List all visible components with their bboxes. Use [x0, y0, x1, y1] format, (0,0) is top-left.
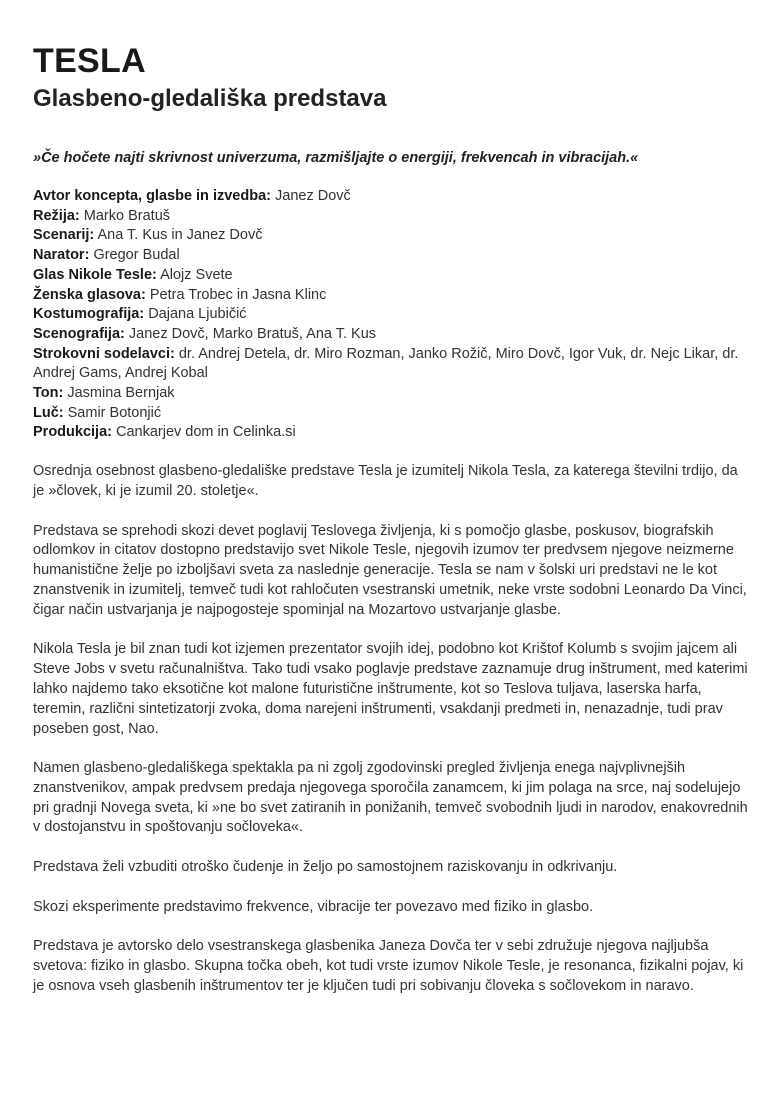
credits-list: [33, 187, 751, 443]
tesla-quote: »Če hočete najti skrivnost univerzuma, razmišljajte o energiji, frekvencah in vibracijah.«: [33, 150, 639, 166]
credit-names: Janez Dovč, Marko Bratuš, Ana T. Kus: [128, 325, 377, 342]
body-paragraph: Predstava želi vzbuditi otroško čudenje in željo po samostojnem raziskovanju in odkrivanju.: [33, 859, 618, 876]
credit-item: [33, 246, 751, 266]
credit-item: [33, 384, 751, 404]
credit-role: Avtor koncepta, glasbe in izvedba:: [33, 188, 271, 204]
credit-item: [33, 207, 751, 227]
body-paragraph: Namen glasbeno-gledališkega spektakla pa ni zgolj zgodovinski pregled življenja enega najvplivnejših znanstvenikov, ampak predvsem predaja njegovega sporočila zanamcem, ki jim polaga na srce, naj sodelujejo pri gradnji Novega sveta, ki »ne bo svet zatiranih in ponižanih, temveč svobodnih ljudi in narodov, enakovrednih v dostojanstvu in spoštovanju sočloveka«.: [33, 760, 748, 836]
credit-names: Samir Botonjić: [67, 404, 162, 421]
credit-item: [33, 286, 751, 306]
credit-role: Luč:: [33, 404, 64, 421]
credit-names: Dajana Ljubičić: [148, 306, 247, 323]
body-paragraph: Nikola Tesla je bil znan tudi kot izjemen prezentator svojih idej, podobno kot Krištof Kolumb s svojim jajcem ali Steve Jobs v svetu računalništva. Tako tudi vsako poglavje predstave zaznamuje drug inštrument, med katerimi lahko najdemo tako eksotične kot malone futuristične inštrumente, kot so Teslova tuljava, laserska harfa, teremin, različni sintetizatorji zvoka, doma narejeni inštrumenti, vsakdanji predmeti in, nenazadnje, tudi prav poseben gost, Nao.: [33, 641, 748, 737]
credit-item: [33, 325, 751, 345]
description-body: [33, 462, 751, 997]
credit-role: Produkcija:: [33, 424, 112, 441]
credit-names: Gregor Budal: [93, 247, 180, 264]
credit-names: Jasmina Bernjak: [67, 385, 175, 402]
credit-role: Scenarij:: [33, 227, 95, 244]
body-paragraph: Skozi eksperimente predstavimo frekvence, vibracije ter povezavo med fiziko in glasbo.: [33, 898, 594, 915]
credit-names: Alojz Svete: [160, 266, 233, 283]
credit-role: Glas Nikole Tesle:: [33, 266, 157, 283]
credit-item: [33, 187, 751, 207]
credit-item: [33, 226, 751, 246]
credit-role: Kostumografija:: [33, 306, 145, 323]
document-page: [33, 40, 751, 1016]
body-paragraph: Predstava se sprehodi skozi devet poglavij Teslovega življenja, ki s pomočjo glasbe, poskusov, biografskih odlomkov in citatov dostopno predstavijo svet Nikole Tesle, njegovih izumov ter predvsem njegove neizmerne humanistične želje po izboljšavi sveta za naslednje generacije. Tesla se nam v šolski uri predstavi ne le kot znanstvenik in izumitelj, temveč tudi kot rahločuten vsestranski umetnik, neke vrste sodobni Leonardo Da Vinci, čigar način ustvarjanja je najpogosteje spominjal na Mozartovo ustvarjanje glasbe.: [33, 522, 747, 618]
credit-role: Narator:: [33, 247, 90, 264]
credit-names: Ana T. Kus in Janez Dovč: [97, 227, 263, 244]
credit-item: [33, 266, 751, 286]
credit-names: Marko Bratuš: [83, 207, 171, 224]
body-paragraph: Osrednja osebnost glasbeno-gledališke predstave Tesla je izumitelj Nikola Tesla, za katerega številni trdijo, da je »človek, ki je izumil 20. stoletje«.: [33, 463, 738, 499]
credit-names: Janez Dovč: [275, 188, 351, 204]
page-subtitle: Glasbeno-gledališka predstava: [33, 85, 387, 112]
credit-item: [33, 423, 751, 443]
credit-role: Ton:: [33, 385, 64, 402]
body-paragraph: Predstava je avtorsko delo vsestranskega glasbenika Janeza Dovča ter v sebi združuje njegova najljubša svetova: fiziko in glasbo. Skupna točka obeh, kot tudi vrste izumov Nikole Tesle, je resonanca, fizikalni pojav, ki je osnova vseh glasbenih inštrumentov ter je ključen tudi pri sobivanju človeka s sočlovekom in naravo.: [33, 938, 744, 994]
credit-names: dr. Andrej Detela, dr. Miro Rozman, Janko Rožič, Miro Dovč, Igor Vuk, dr. Nejc Likar, dr. Andrej Gams, Andrej Kobal: [33, 345, 739, 382]
credit-names: Cankarjev dom in Celinka.si: [116, 424, 296, 441]
credit-role: Ženska glasova:: [33, 286, 146, 303]
credit-role: Režija:: [33, 207, 80, 224]
credit-role: Strokovni sodelavci:: [33, 345, 175, 362]
credit-role: Scenografija:: [33, 325, 125, 342]
credit-names: Petra Trobec in Jasna Klinc: [149, 286, 327, 303]
credit-item: [33, 404, 751, 424]
credit-item: [33, 305, 751, 325]
page-title: TESLA: [33, 42, 146, 80]
credit-item: [33, 345, 751, 384]
